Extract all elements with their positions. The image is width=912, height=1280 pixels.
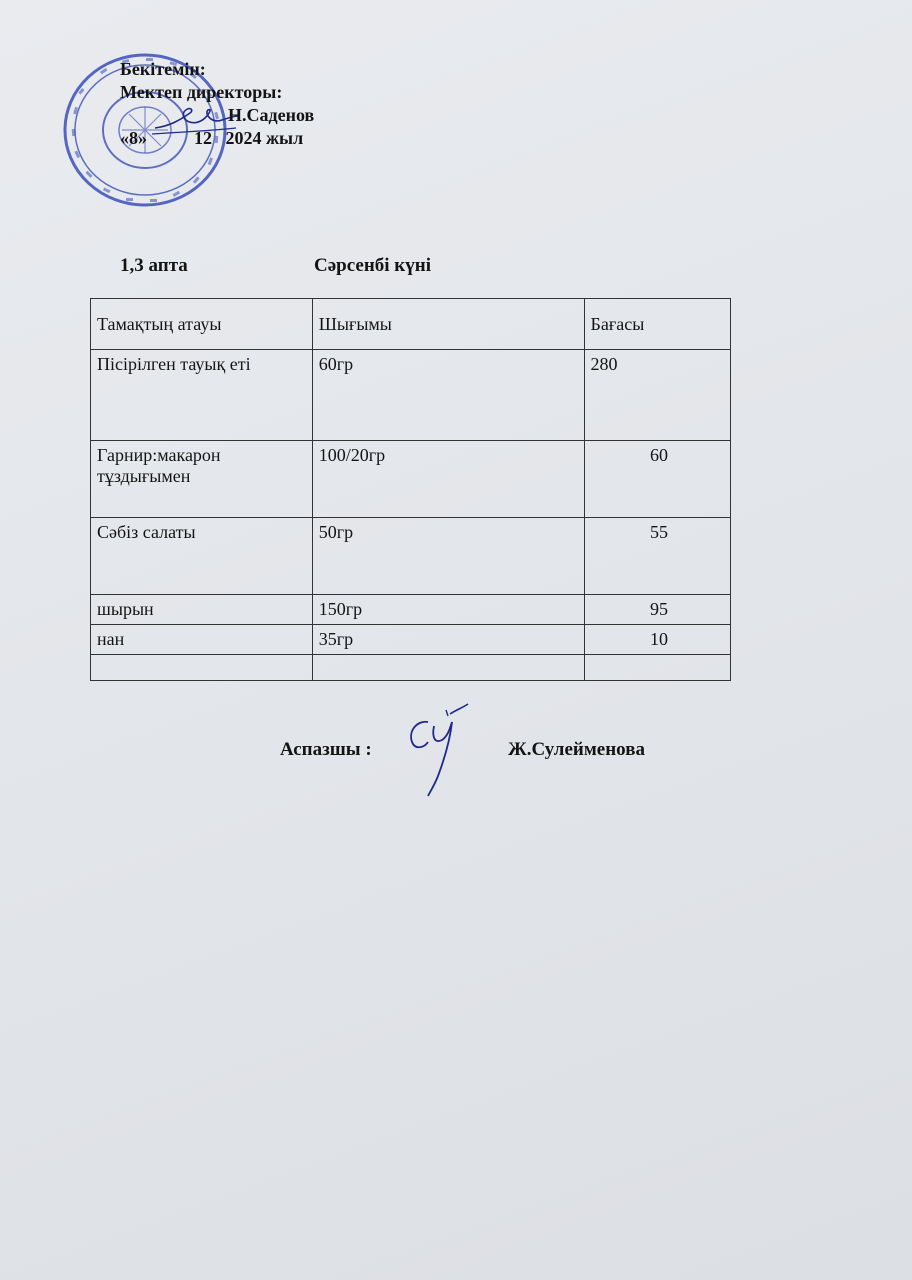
price-cell: 280 (584, 350, 730, 441)
table-row (91, 441, 731, 518)
header-yield: Шығымы (312, 299, 584, 350)
yield-cell: 60гр (312, 350, 584, 441)
week-label: 1,3 апта (120, 255, 188, 276)
cook-name: Ж.Сулейменова (508, 739, 645, 760)
director-name: Н.Саденов (228, 105, 315, 125)
table-row-empty (91, 655, 731, 681)
dish-cell: нан (91, 625, 313, 655)
dish-cell: шырын (91, 595, 313, 625)
day-label: Сәрсенбі күні (314, 255, 431, 276)
dish-cell: Сәбіз салаты (91, 518, 313, 595)
approval-title: Бекітемін: (120, 59, 206, 79)
table-row (91, 595, 731, 625)
price-cell: 10 (584, 625, 730, 655)
cook-label: Аспазшы : (280, 739, 372, 760)
price-cell: 95 (584, 595, 730, 625)
price-cell: 55 (584, 518, 730, 595)
approval-block (120, 58, 314, 150)
approval-month: 12 (194, 128, 212, 148)
table-row (91, 518, 731, 595)
director-title: Мектеп директоры: (120, 82, 283, 102)
yield-cell: 150гр (312, 595, 584, 625)
dish-cell: Гарнир:макарон тұздығымен (91, 441, 313, 518)
table-row (91, 625, 731, 655)
approval-date (120, 127, 314, 150)
table-header-row (91, 299, 731, 350)
header-price: Бағасы (584, 299, 730, 350)
price-cell: 60 (584, 441, 730, 518)
cook-signature (400, 700, 480, 800)
dish-cell (91, 655, 313, 681)
price-cell (584, 655, 730, 681)
yield-cell: 50гр (312, 518, 584, 595)
menu-table (90, 298, 731, 681)
approval-day: «8» (120, 128, 147, 148)
yield-cell: 35гр (312, 625, 584, 655)
approval-year: 2024 жыл (225, 128, 304, 148)
dish-cell: Пісірілген тауық еті (91, 350, 313, 441)
yield-cell: 100/20гр (312, 441, 584, 518)
yield-cell (312, 655, 584, 681)
header-dish: Тамақтың атауы (91, 299, 313, 350)
table-row (91, 350, 731, 441)
